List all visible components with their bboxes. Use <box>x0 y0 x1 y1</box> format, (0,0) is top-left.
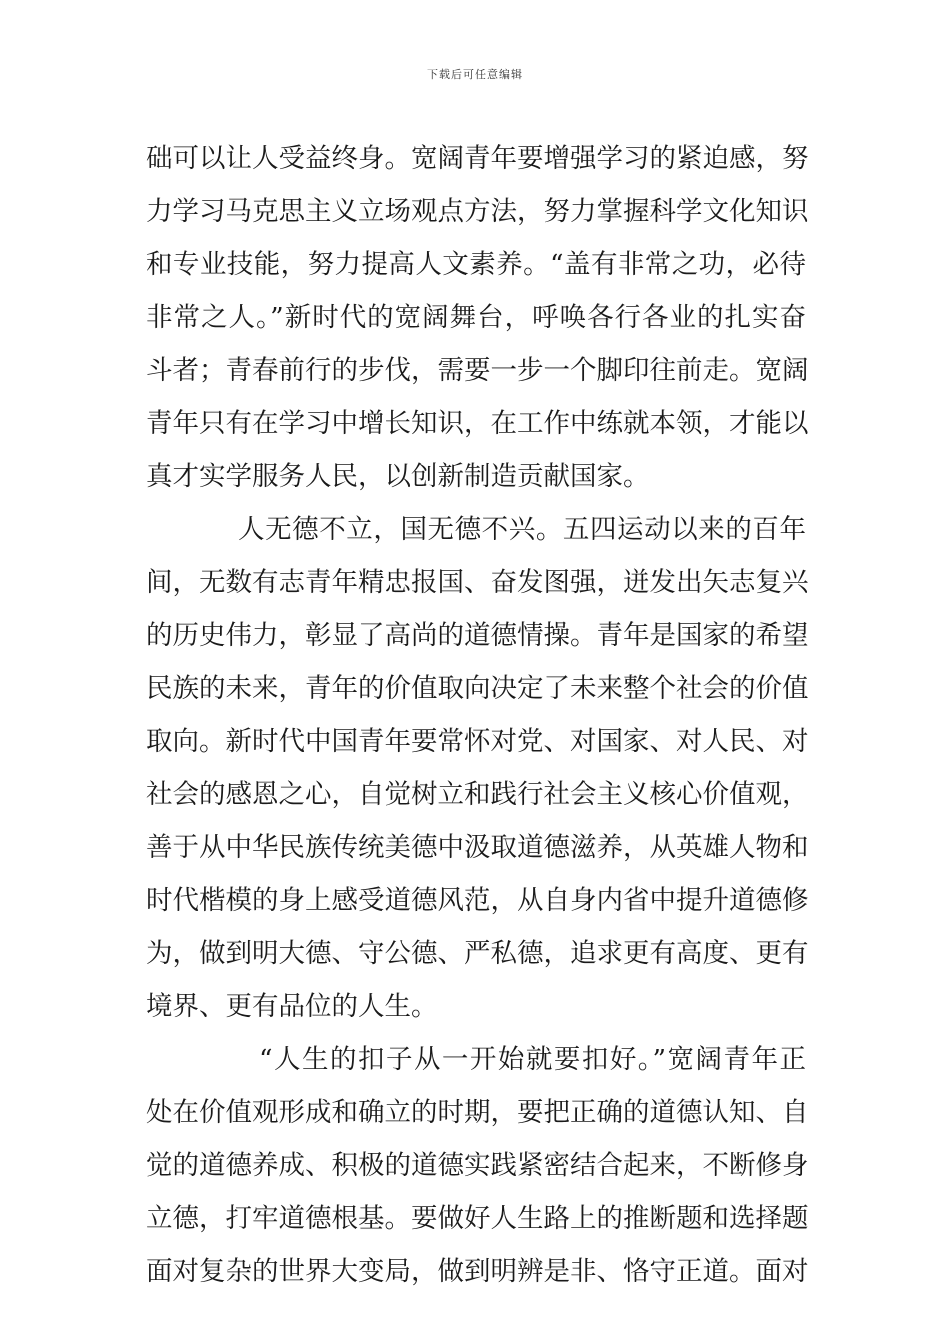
paragraph-3 <box>146 1033 809 1298</box>
text-line: 的历史伟力，彰显了高尚的道德情操。青年是国家的希望 <box>146 620 809 651</box>
text-line: 时代楷模的身上感受道德风范，从自身内省中提升道德修 <box>146 885 809 916</box>
text-line: 民族的未来，青年的价值取向决定了未来整个社会的价值 <box>146 673 809 704</box>
page-header-note: 下载后可任意编辑 <box>427 68 523 81</box>
text-line: 力学习马克思主义立场观点方法，努力掌握科学文化知识 <box>146 196 809 227</box>
document-body <box>146 132 809 1298</box>
text-line: 和专业技能，努力提高人文素养。“盖有非常之功，必待 <box>146 249 806 280</box>
text-line: 面对复杂的世界大变局，做到明辨是非、恪守正道。面对 <box>146 1256 809 1287</box>
text-line: 斗者；青春前行的步伐，需要一步一个脚印往前走。宽阔 <box>146 355 809 386</box>
text-line: 社会的感恩之心，自觉树立和践行社会主义核心价值观， <box>146 779 809 810</box>
text-line: 非常之人。”新时代的宽阔舞台，呼唤各行各业的扎实奋 <box>146 302 806 333</box>
text-line: “人生的扣子从一开始就要扣好。”宽阔青年正 <box>259 1044 806 1075</box>
text-line: 立德，打牢道德根基。要做好人生路上的推断题和选择题 <box>146 1203 809 1234</box>
text-line: 取向。新时代中国青年要常怀对党、对国家、对人民、对 <box>146 726 809 757</box>
text-line: 间，无数有志青年精忠报国、奋发图强，迸发出矢志复兴 <box>146 567 809 598</box>
text-line: 处在价值观形成和确立的时期，要把正确的道德认知、自 <box>146 1097 809 1128</box>
text-line: 青年只有在学习中增长知识，在工作中练就本领，才能以 <box>146 408 809 439</box>
text-line: 真才实学服务人民，以创新制造贡献国家。 <box>146 461 650 492</box>
text-line: 为，做到明大德、守公德、严私德，追求更有高度、更有 <box>146 938 809 969</box>
text-line: 境界、更有品位的人生。 <box>146 991 438 1022</box>
text-line: 觉的道德养成、积极的道德实践紧密结合起来，不断修身 <box>146 1150 809 1181</box>
text-line: 善于从中华民族传统美德中汲取道德滋养，从英雄人物和 <box>146 832 809 863</box>
text-line: 础可以让人受益终身。宽阔青年要增强学习的紧迫感，努 <box>146 143 809 174</box>
paragraph-2 <box>146 503 809 1033</box>
text-line: 人无德不立，国无德不兴。五四运动以来的百年 <box>238 514 806 545</box>
paragraph-1 <box>146 132 809 503</box>
